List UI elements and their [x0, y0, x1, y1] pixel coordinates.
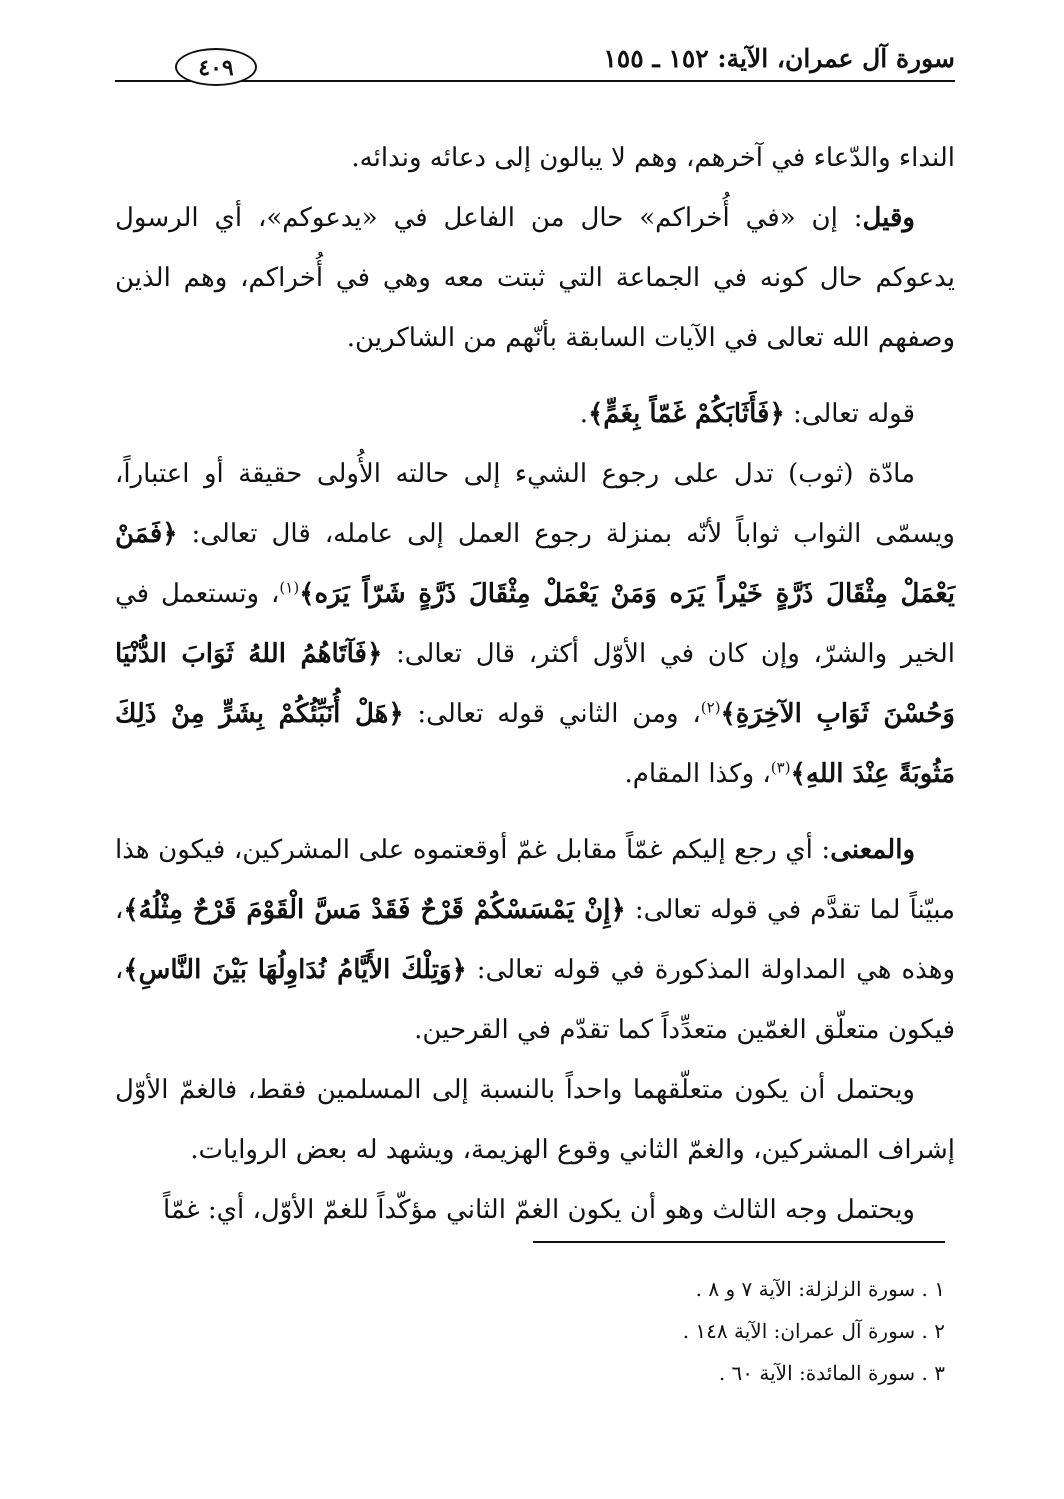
paragraph-text: ، وكذا المقام. — [624, 759, 771, 789]
paragraph-2 — [115, 188, 955, 368]
lead-word: وقيل — [862, 203, 915, 233]
footnotes — [515, 1268, 945, 1394]
quran-verse: ﴿فَمَنْ يَعْمَلْ مِثْقَالَ ذَرَّةٍ خَيْراً يَرَه وَمَنْ يَعْمَلْ مِثْقَالَ ذَرَّةٍ شَرّاً يَرَه﴾ — [115, 519, 955, 609]
footnote-1: ١ . سورة الزلزلة: الآية ٧ و ٨ . — [695, 1277, 945, 1301]
paragraph-text: : أي رجع إليكم غمّاً مقابل غمّ أوقعتموه على المشركين، فيكون هذا مبيّناً لما تقدَّم في قوله تعالى: — [115, 835, 956, 925]
paragraph-text: قوله تعالى: — [784, 399, 915, 429]
footnote-3: ٣ . سورة المائدة: الآية ٦٠ . — [718, 1361, 945, 1385]
quran-verse: ﴿فَأَثَابَكُمْ غَمّاً بِغَمٍّ﴾ — [588, 399, 785, 429]
paragraph-6: ويحتمل أن يكون متعلّقهما واحداً بالنسبة إلى المسلمين فقط، فالغمّ الأوّل إشراف المشركين، والغمّ الثاني وقوع الهزيمة، ويشهد له بعض الروايات. — [115, 1075, 955, 1165]
page-number: ٤٠٩ — [175, 48, 257, 86]
quran-verse: ﴿إِنْ يَمْسَسْكُمْ قَرْحٌ فَقَدْ مَسَّ الْقَوْمَ قَرْحٌ مِثْلُهُ﴾ — [123, 895, 626, 925]
lead-word: والمعنى — [830, 835, 915, 865]
quran-verse: ﴿فَآتَاهُمُ اللهُ ثَوَابَ الدُّنْيَا وَحُسْنَ ثَوَابِ الآخِرَةِ﴾ — [115, 639, 955, 729]
footnote-ref: (٣) — [770, 758, 791, 777]
paragraph-text: ، فيكون متعلّق الغمّين متعدِّداً كما تقدّم في القرحين. — [115, 955, 955, 1045]
paragraph-text: ، ومن الثاني قوله تعالى: — [403, 699, 701, 729]
paragraph-4 — [115, 444, 955, 804]
paragraph-text: ، وهذه هي المداولة المذكورة في قوله تعالى: — [115, 895, 956, 985]
paragraph-3 — [115, 384, 955, 444]
quran-verse: ﴿وَتِلْكَ الأَيَّامُ نُدَاوِلُهَا بَيْنَ النَّاسِ﴾ — [123, 955, 467, 985]
paragraph-text: ، وتستعمل في الخير والشرّ، وإن كان في الأوّل أكثر، قال تعالى: — [115, 579, 955, 669]
running-title: سورة آل عمران، الآية: ١٥٢ ـ ١٥٥ — [603, 44, 955, 73]
paragraph-text: مادّة (ثوب) تدل على رجوع الشيء إلى حالته الأُولى حقيقة أو اعتباراً، ويسمّى الثواب ثواباً لأنّه بمنزلة رجوع العمل إلى عامله، قال تعالى: — [115, 459, 955, 549]
page-header — [115, 40, 955, 84]
footnote-rule — [533, 1241, 945, 1243]
footnote-2: ٢ . سورة آل عمران: الآية ١٤٨ . — [682, 1319, 945, 1343]
paragraph-7: ويحتمل وجه الثالث وهو أن يكون الغمّ الثاني مؤكّداً للغمّ الأوّل، أي: غمّاً — [163, 1195, 915, 1225]
footnote-ref: (١) — [279, 578, 300, 597]
paragraph-text: . — [579, 399, 589, 429]
footnote-ref: (٢) — [700, 698, 721, 717]
paragraph-5 — [115, 820, 955, 1060]
paragraph-text: : إن «في أُخراكم» حال من الفاعل في «يدعوكم»، أي الرسول يدعوكم حال كونه في الجماعة التي ثبتت معه وهي في أُخراكم، وهم الذين وصفهم الله تعالى في الآيات السابقة بأنّهم من الشاكرين. — [115, 203, 955, 353]
quran-verse: ﴿هَلْ أُنَبِّئُكُمْ بِشَرٍّ مِنْ ذَلِكَ مَثُوبَةً عِنْدَ اللهِ﴾ — [115, 699, 955, 789]
main-text — [115, 128, 955, 1240]
paragraph-1: النداء والدّعاء في آخرهم، وهم لا يبالون إلى دعائه وندائه. — [351, 143, 955, 173]
